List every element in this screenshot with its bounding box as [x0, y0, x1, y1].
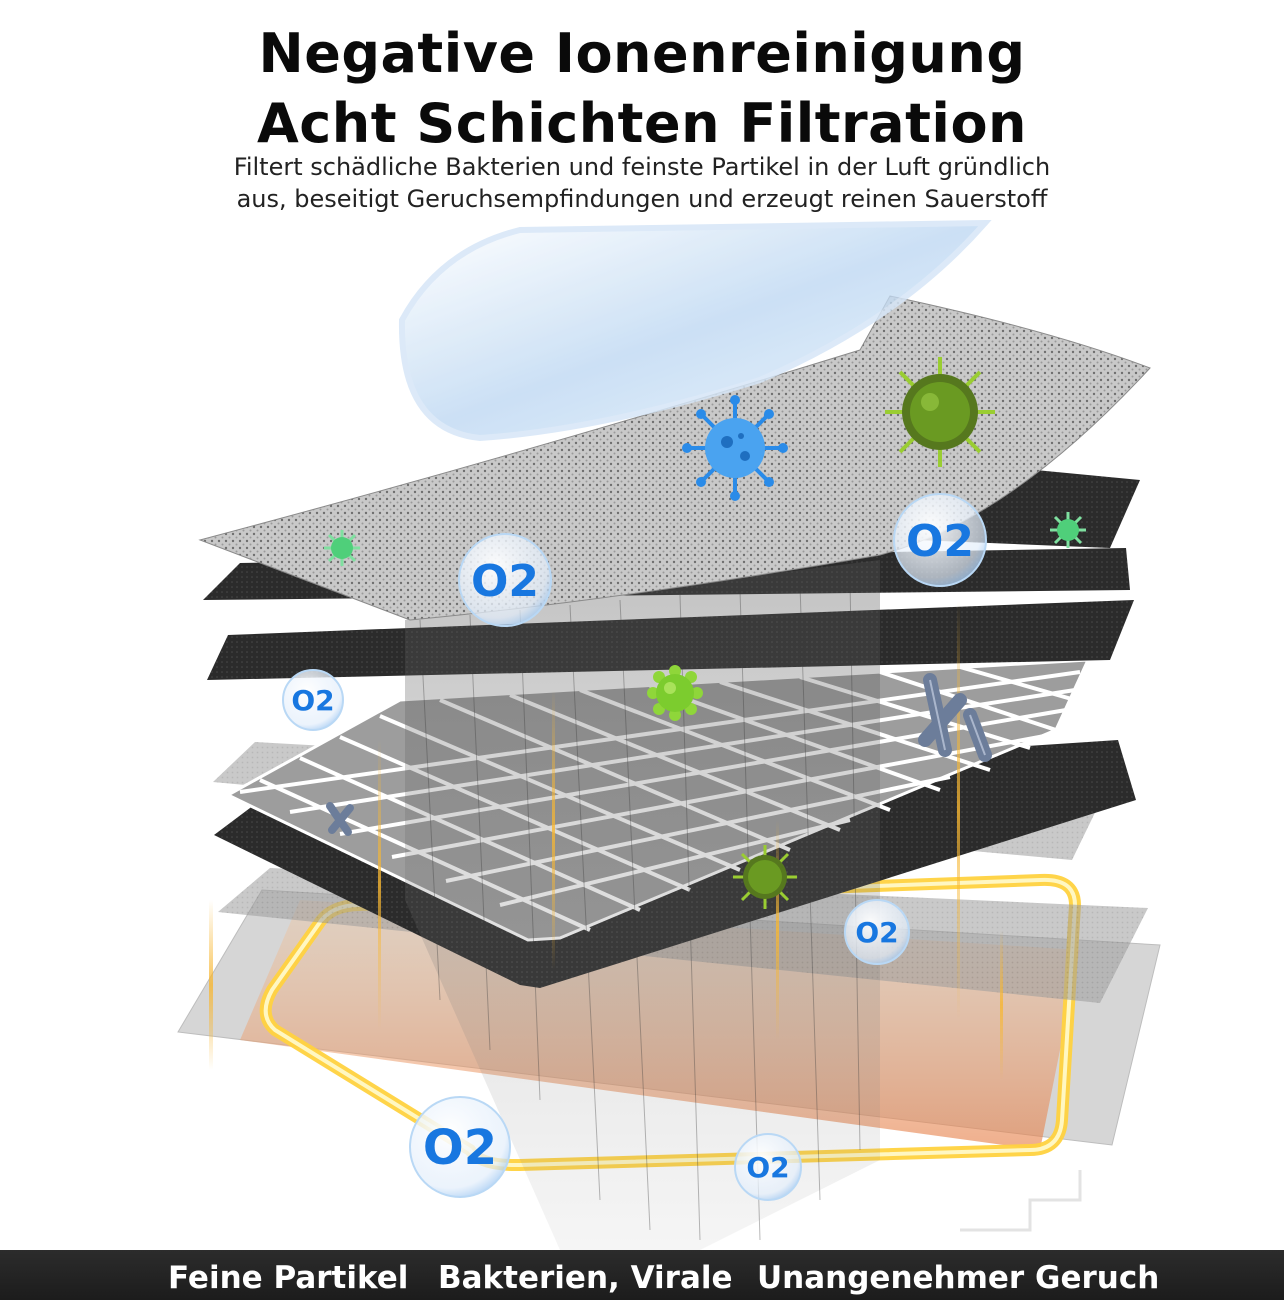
- o2-bubble-text: O2: [422, 1120, 498, 1176]
- o2-bubble: [459, 534, 551, 626]
- filter-layers-illustration: [0, 220, 1284, 1250]
- germ-lime-icon: [647, 665, 703, 721]
- o2-bubble-text: O2: [855, 916, 899, 949]
- germ-icon: [324, 530, 360, 566]
- label-fine-particles: Feine Partikel: [168, 1260, 409, 1296]
- o2-bubble-text: O2: [905, 516, 975, 567]
- o2-bubble: [283, 670, 343, 730]
- o2-bubble: [894, 494, 986, 586]
- o2-bubble-text: O2: [746, 1151, 790, 1184]
- o2-bubble-text: O2: [470, 556, 540, 607]
- o2-bubble: [845, 900, 909, 964]
- subtitle-line-2: aus, beseitigt Geruchsempfindungen und erzeugt reinen Sauerstoff: [236, 185, 1048, 213]
- o2-bubble-text: O2: [291, 684, 335, 717]
- subtitle-line-1: Filtert schädliche Bakterien und feinste Partikel in der Luft gründlich: [233, 153, 1051, 181]
- virus-icon: [682, 395, 788, 501]
- germ-icon: [1050, 512, 1086, 548]
- o2-bubble: [735, 1134, 801, 1200]
- bacteria-icon: [885, 357, 995, 467]
- label-unpleasant-odor: Unangenehmer Geruch: [757, 1260, 1160, 1296]
- headline-line-1: Negative Ionenreinigung: [258, 22, 1026, 85]
- o2-bubble: [410, 1097, 510, 1197]
- bacteria-small-icon: [733, 845, 797, 909]
- headline-line-2: Acht Schichten Filtration: [256, 92, 1027, 155]
- label-bacteria-viruses: Bakterien, Virale: [438, 1260, 733, 1296]
